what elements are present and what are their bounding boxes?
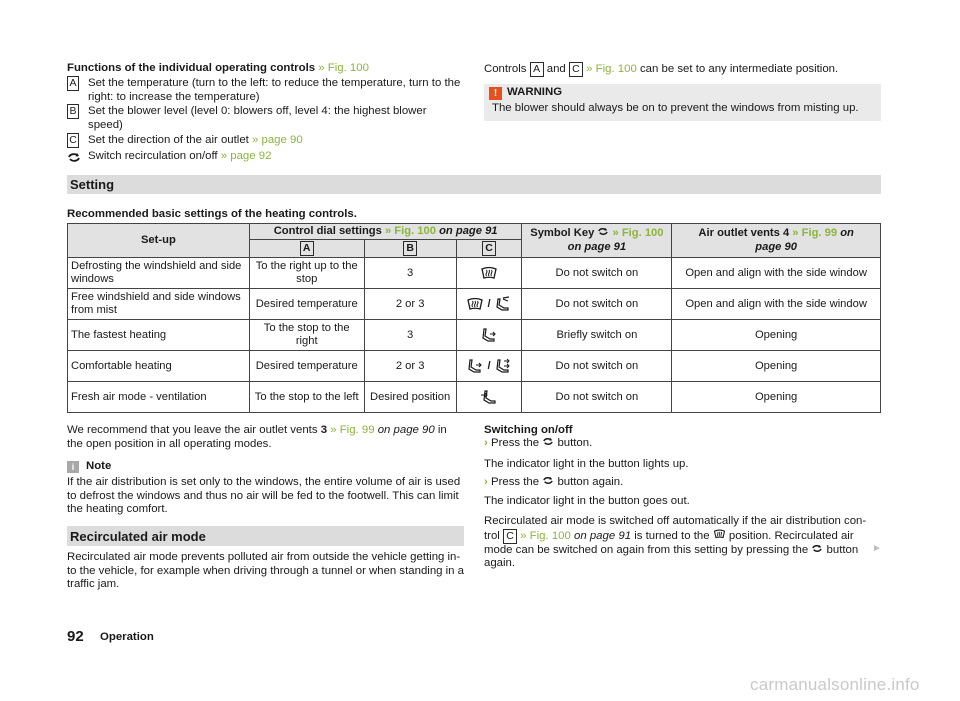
cell-c — [456, 351, 522, 382]
setting-title: Setting — [70, 177, 115, 192]
functions-heading-ref[interactable]: » Fig. 100 — [318, 62, 369, 74]
step-1-post: button. — [557, 437, 593, 449]
subheader-a — [249, 240, 364, 258]
footer-section: Operation — [100, 631, 154, 643]
subheader-b — [364, 240, 456, 258]
functions-heading — [67, 62, 467, 76]
recirc-off-paragraph — [484, 515, 881, 571]
recirc-p-d: button again. — [484, 543, 859, 570]
header-symbol-page: on page 91 — [567, 240, 627, 253]
cell-key: Briefly switch on — [522, 320, 672, 351]
recirc-p-key: C — [503, 529, 517, 544]
cell-setup: The fastest heating — [68, 320, 250, 351]
page-number: 92 — [67, 628, 84, 645]
step-2 — [484, 476, 623, 490]
table-row — [68, 258, 881, 289]
feet-windshield-icon — [494, 296, 512, 312]
controls-post: can be set to any intermediate position. — [639, 63, 839, 75]
note-title: Note — [86, 460, 112, 472]
table-row — [68, 351, 881, 382]
header-symbol — [522, 224, 672, 258]
setting-bar — [67, 175, 881, 194]
item-recirc-text — [88, 150, 464, 164]
cell-a: To the right up to the stop — [249, 258, 364, 289]
functions-heading-text: Functions of the individual operating controls — [67, 62, 316, 74]
cell-setup: Defrosting the windshield and side windows — [68, 258, 250, 289]
step-2-post: button again. — [557, 476, 624, 488]
header-vents-text: Air outlet vents 4 — [698, 227, 790, 240]
key-c-box: C — [67, 133, 79, 148]
cell-a: To the stop to the left — [249, 382, 364, 413]
cell-vents: Open and align with the side window — [672, 258, 881, 289]
vents-p-num: 3 — [320, 424, 328, 436]
step-2-pre: Press the — [490, 476, 540, 488]
table-row — [68, 289, 881, 320]
recirc-section-title: Recirculated air mode — [70, 529, 206, 544]
setting-intro: Recommended basic settings of the heating controls. — [67, 208, 357, 220]
item-recirc-ref[interactable]: » page 92 — [220, 150, 272, 162]
heating-settings-table — [67, 223, 881, 413]
header-vents — [672, 224, 881, 258]
recirc-p-a: Recirculated air mode is switched off automatically if the air distribution con-trol — [484, 515, 867, 542]
step-arrow-icon: › — [484, 437, 488, 449]
body-air-icon — [480, 389, 498, 405]
cell-vents: Opening — [672, 351, 881, 382]
vents-p-page: on page 90 — [377, 424, 435, 436]
footwell-icon — [466, 358, 484, 374]
header-setup: Set-up — [68, 224, 250, 258]
recirc-p-ref[interactable]: » Fig. 100 — [520, 529, 571, 542]
key-a-box: A — [67, 76, 79, 91]
item-c-ref[interactable]: » page 90 — [252, 134, 303, 146]
subheader-a-key: A — [300, 241, 314, 256]
windshield-defrost-icon — [480, 266, 498, 280]
cell-setup: Fresh air mode - ventilation — [68, 382, 250, 413]
item-b-text: Set the blower level (level 0: blowers off, level 4: the highest blower speed) — [88, 105, 427, 131]
cell-c — [456, 382, 522, 413]
controls-mid: and — [546, 63, 566, 75]
recirc-section-text: Recirculated air mode prevents polluted air from outside the vehicle getting in-to the vehicle, for example when driving through a tunnel or when standing in a traffic jam. — [67, 551, 465, 591]
cell-a: Desired temperature — [249, 351, 364, 382]
cell-c — [456, 258, 522, 289]
slash-separator: / — [487, 360, 491, 373]
recirculation-icon — [542, 437, 554, 446]
switching-heading: Switching on/off — [484, 424, 573, 436]
item-a-text: Set the temperature (turn to the left: to reduce the temperature, turn to the right: to increase the temperature) — [88, 77, 461, 103]
header-symbol-ref[interactable]: » Fig. 100 — [612, 227, 664, 240]
subheader-b-key: B — [403, 241, 417, 256]
controls-pre: Controls — [484, 63, 527, 75]
cell-setup: Comfortable heating — [68, 351, 250, 382]
indicator-on-line: The indicator light in the button lights up. — [484, 458, 689, 470]
cell-b: Desired position — [364, 382, 456, 413]
controls-key-c: C — [569, 62, 583, 77]
recirculation-icon — [542, 476, 554, 485]
header-symbol-text: Symbol Key — [530, 227, 595, 240]
subheader-c — [456, 240, 522, 258]
cell-key: Do not switch on — [522, 382, 672, 413]
recirculation-icon — [597, 227, 609, 236]
recirculation-icon — [67, 150, 81, 168]
recirc-p-b: is turned to the — [634, 529, 710, 542]
body-footwell-icon — [494, 358, 512, 374]
table-row — [68, 320, 881, 351]
footwell-icon — [480, 327, 498, 343]
warning-box — [484, 84, 881, 121]
cell-b: 3 — [364, 320, 456, 351]
cell-c — [456, 289, 522, 320]
cell-key: Do not switch on — [522, 351, 672, 382]
slash-separator: / — [487, 298, 491, 311]
cell-a: Desired temperature — [249, 289, 364, 320]
step-arrow-icon: › — [484, 476, 488, 488]
warning-title: WARNING — [507, 86, 563, 98]
cell-a: To the stop to the right — [249, 320, 364, 351]
cell-key: Do not switch on — [522, 258, 672, 289]
cell-b: 2 or 3 — [364, 351, 456, 382]
cell-vents: Open and align with the side window — [672, 289, 881, 320]
controls-key-a: A — [530, 62, 544, 77]
windshield-defrost-icon — [466, 297, 484, 311]
header-dial-page: on page 91 — [439, 225, 498, 237]
step-1-pre: Press the — [490, 437, 540, 449]
table-row — [68, 382, 881, 413]
watermark: carmanualsonline.info — [750, 675, 920, 694]
cell-c — [456, 320, 522, 351]
vents-p-b: in the open position in all operating modes. — [67, 424, 447, 450]
header-dial-ref[interactable]: » Fig. 100 — [384, 225, 436, 237]
note-icon: i — [67, 461, 79, 473]
indicator-off-line: The indicator light in the button goes out. — [484, 495, 690, 507]
item-recirc-label: Switch recirculation on/off — [88, 150, 218, 162]
continue-arrow-icon: ► — [872, 543, 882, 554]
note-text: If the air distribution is set only to the windows, the entire volume of air is used to defrost the windows and thus no air will be fed to the footwell. This can limit the heating comfort. — [67, 476, 461, 516]
header-vents-page-a: on — [840, 227, 854, 240]
cell-b: 3 — [364, 258, 456, 289]
header-dial-text: Control dial settings — [273, 225, 382, 237]
vents-paragraph — [67, 424, 465, 451]
warning-text: The blower should always be on to prevent the windows from misting up. — [492, 102, 859, 114]
item-c-text — [88, 134, 464, 148]
step-1 — [484, 437, 592, 451]
key-b-box: B — [67, 104, 79, 119]
controls-line — [484, 62, 884, 77]
recirc-section-bar — [67, 526, 464, 546]
vents-p-a: We recommend that you leave the air outlet vents — [67, 424, 318, 436]
header-vents-ref[interactable]: » Fig. 99 — [792, 227, 838, 240]
controls-ref[interactable]: » Fig. 100 — [586, 63, 637, 75]
vents-p-ref[interactable]: » Fig. 99 — [330, 424, 375, 436]
recirculation-icon — [811, 544, 823, 553]
windshield-defrost-icon — [713, 529, 726, 539]
item-c-label: Set the direction of the air outlet — [88, 134, 249, 146]
subheader-c-key: C — [482, 241, 496, 256]
recirc-p-page: on page 91 — [574, 529, 632, 542]
cell-vents: Opening — [672, 382, 881, 413]
recirc-p-c: position. Recirculated air mode can be switched on again from this setting by pressing the — [484, 529, 854, 556]
header-dial — [249, 224, 522, 240]
warning-icon: ! — [489, 87, 502, 100]
cell-vents: Opening — [672, 320, 881, 351]
cell-b: 2 or 3 — [364, 289, 456, 320]
cell-key: Do not switch on — [522, 289, 672, 320]
cell-setup: Free windshield and side windows from mist — [68, 289, 250, 320]
header-vents-page-b: page 90 — [755, 240, 797, 253]
